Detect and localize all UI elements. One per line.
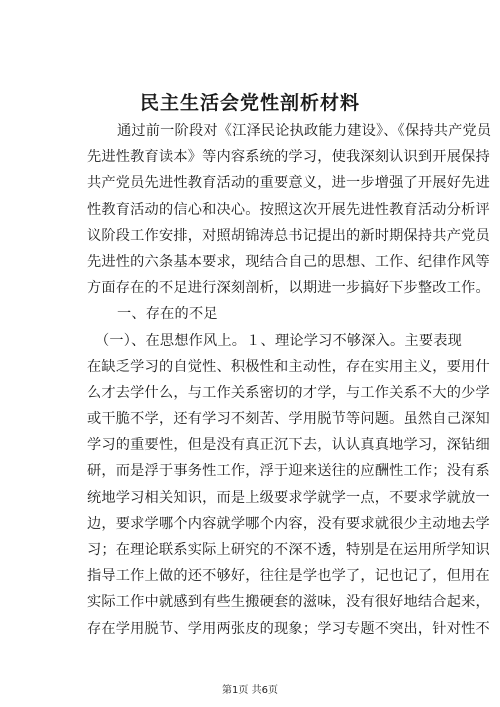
paragraph-line: 在缺乏学习的自觉性、积极性和主动性，存在实用主义，要用什 xyxy=(87,358,490,375)
paragraph-line: 边，要求学哪个内容就学哪个内容，没有要求就很少主动地去学 xyxy=(87,515,490,532)
paragraph-line: 先进性的六条基本要求，现结合自己的思想、工作、纪律作风等 xyxy=(87,253,490,270)
paragraph-line: 性教育活动的信心和决心。按照这次开展先进性教育活动分析评 xyxy=(87,201,490,218)
paragraph-line: 学习的重要性，但是没有真正沉下去，认认真真地学习，深钻细 xyxy=(87,437,490,454)
paragraph-line: 方面存在的不足进行深刻剖析，以期进一步搞好下步整改工作。 xyxy=(87,280,490,297)
paragraph-line: 么才去学什么，与工作关系密切的才学，与工作关系不大的少学 xyxy=(87,384,490,401)
document-title: 民主生活会党性剖析材料 xyxy=(139,92,360,114)
paragraph-line: 实际工作中就感到有些生搬硬套的滋味，没有很好地结合起来， xyxy=(87,594,490,611)
paragraph-line: 先进性教育读本》等内容系统的学习，使我深刻认识到开展保持 xyxy=(87,149,490,166)
paragraph-line: 习；在理论联系实际上研究的不深不透，特别是在运用所学知识 xyxy=(87,542,490,558)
paragraph-line: 通过前一阶段对《江泽民论执政能力建设》、《保持共产党员 xyxy=(117,123,492,139)
paragraph-line: 统地学习相关知识，而是上级要求学就学一点，不要求学就放一 xyxy=(87,489,490,506)
paragraph-line: 研，而是浮于事务性工作，浮于迎来送往的应酬性工作；没有系 xyxy=(87,463,490,480)
section-heading: 一、存在的不足 xyxy=(117,306,218,323)
paragraph-line: 议阶段工作安排，对照胡锦涛总书记提出的新时期保持共产党员 xyxy=(87,227,490,244)
paragraph-line: 存在学用脱节、学用两张皮的现象；学习专题不突出，针对性不 xyxy=(87,620,490,637)
page-number: 第1页 共6页 xyxy=(222,685,278,696)
document-body xyxy=(87,118,492,642)
paragraph-line: 共产党员先进性教育活动的重要意义，进一步增强了开展好先进 xyxy=(87,175,490,192)
paragraph-line: （一）、在思想作风上。１、理论学习不够深入。主要表现 xyxy=(95,332,462,349)
paragraph-line: 或干脆不学，还有学习不刻苦、学用脱节等问题。虽然自己深知 xyxy=(87,411,490,428)
paragraph-line: 指导工作上做的还不够好，往往是学也学了，记也记了，但用在 xyxy=(87,568,490,585)
